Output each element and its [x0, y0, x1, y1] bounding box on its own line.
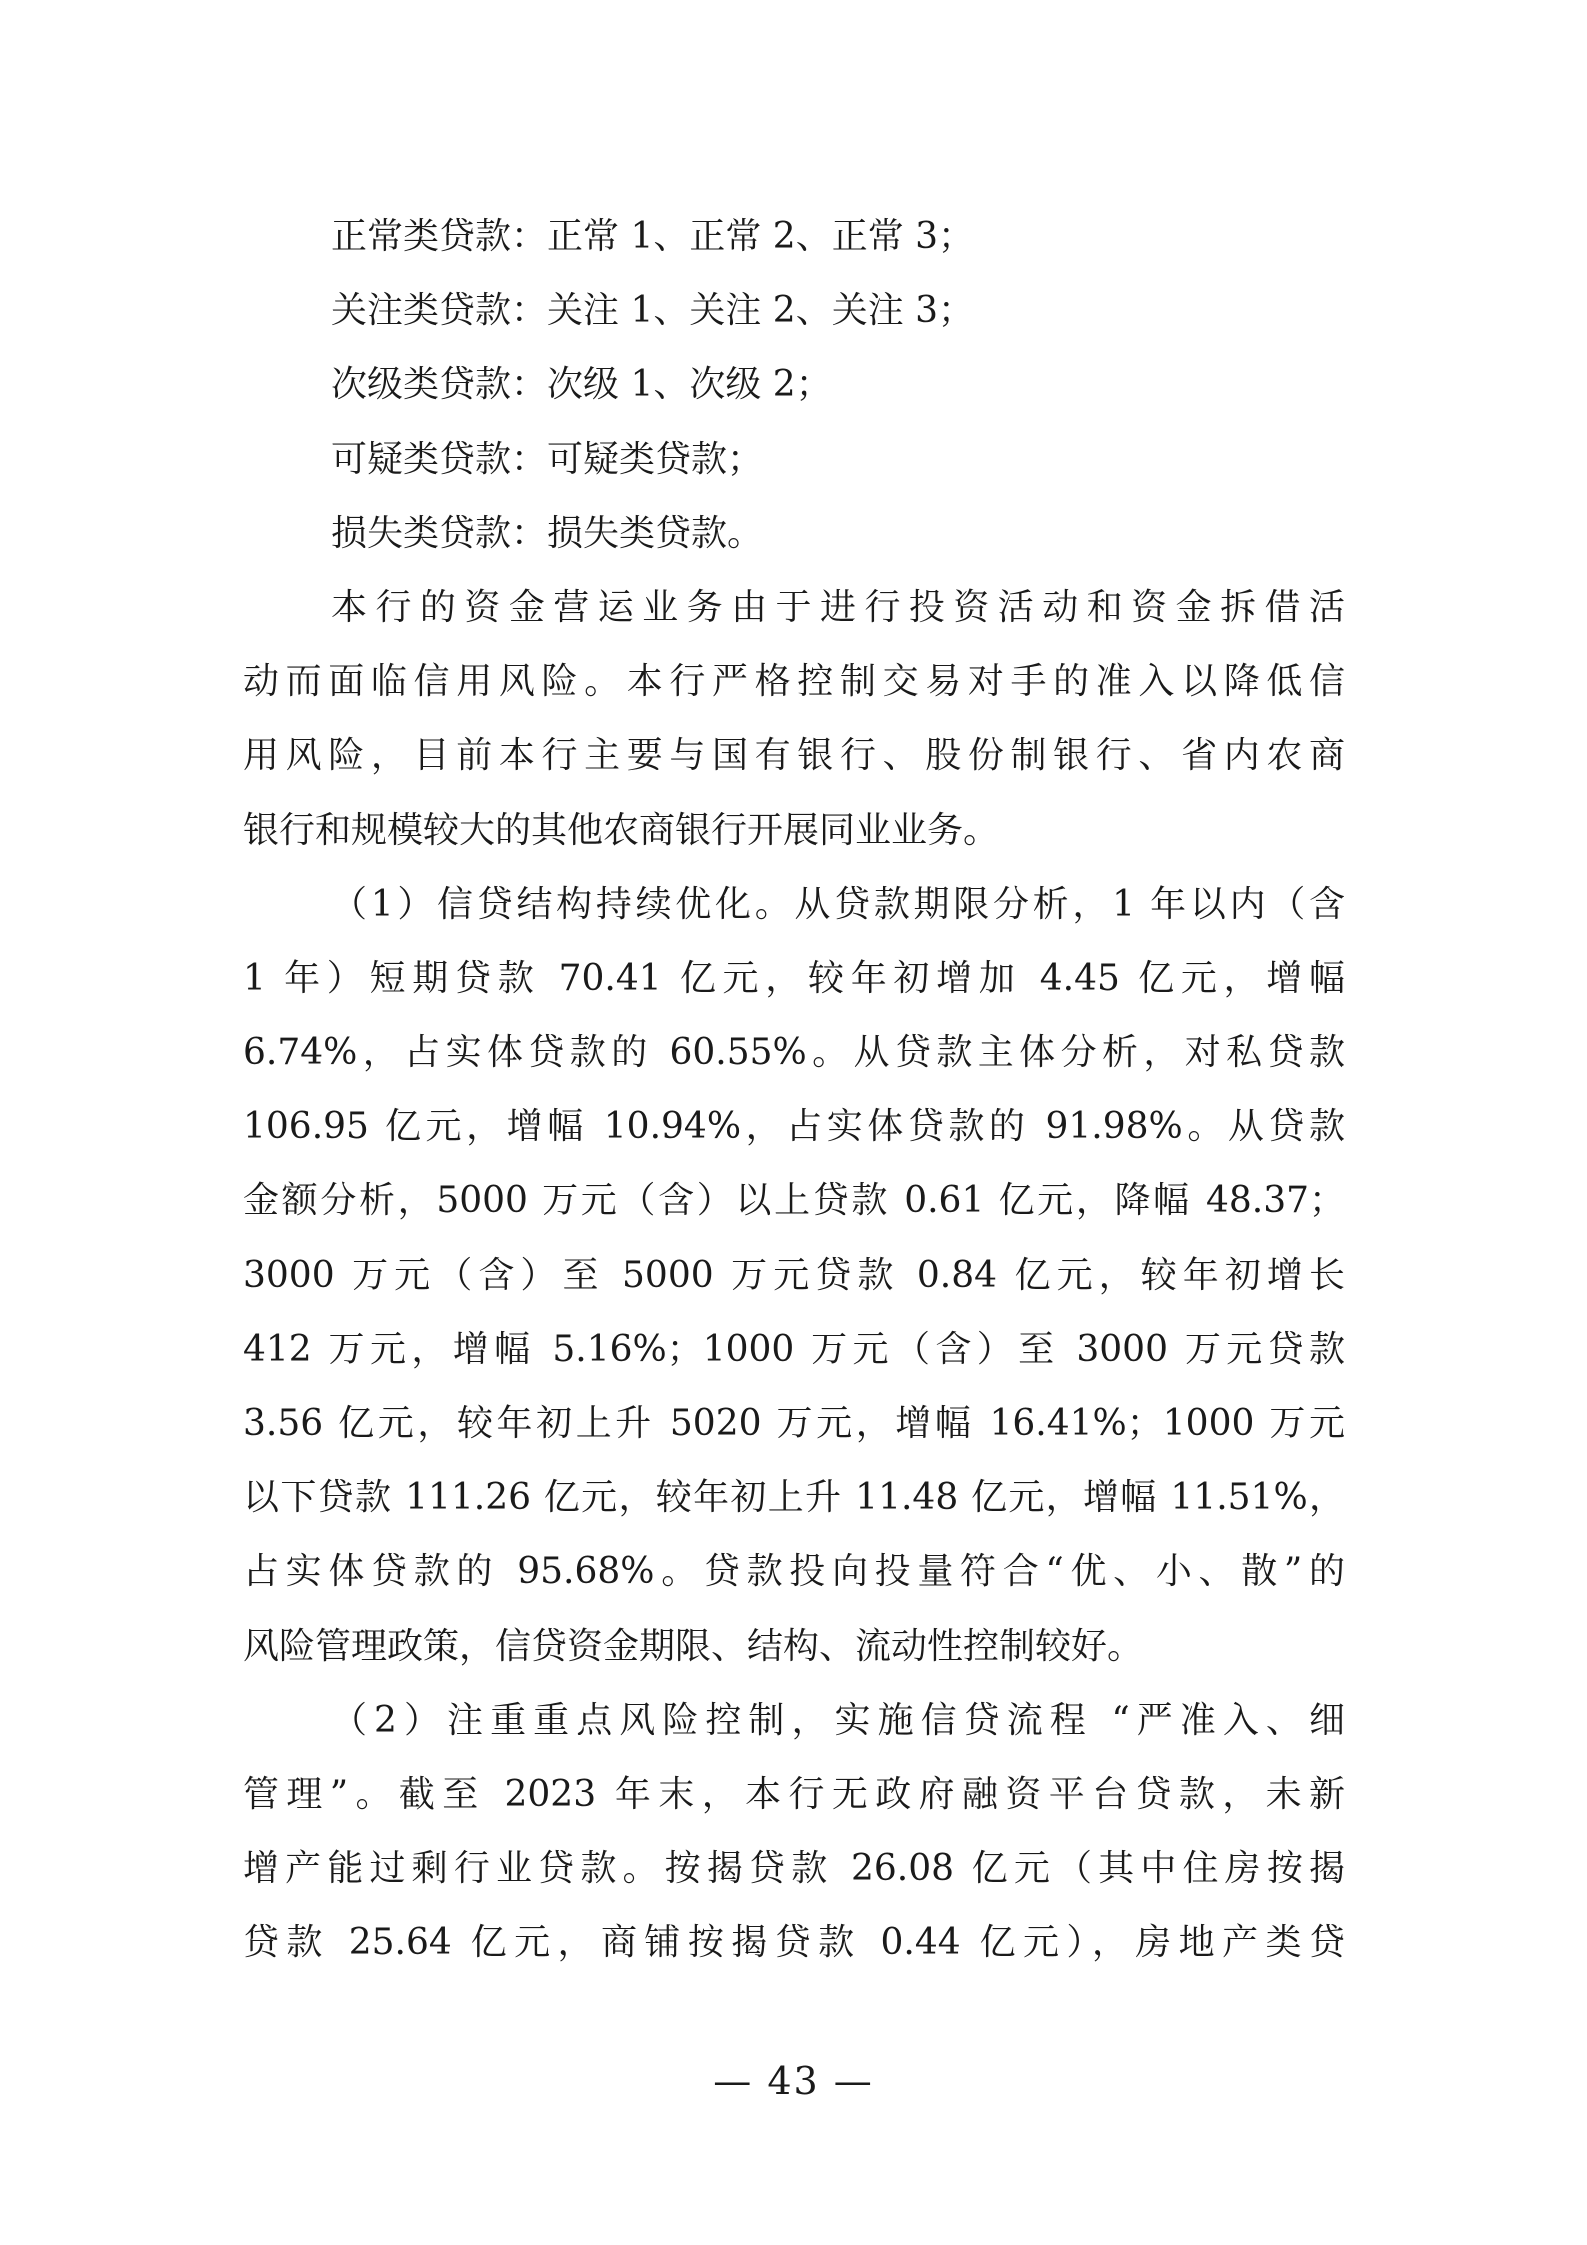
paragraph-line: 贷款 25.64 亿元，商铺按揭贷款 0.44 亿元），房地产类贷: [243, 1922, 1345, 1964]
paragraph-line: 银行和规模较大的其他农商银行开展同业业务。: [243, 809, 1000, 851]
paragraph-line: 用风险，目前本行主要与国有银行、股份制银行、省内农商: [243, 735, 1345, 777]
paragraph-line: 风险管理政策，信贷资金期限、结构、流动性控制较好。: [243, 1625, 1144, 1667]
paragraph-line: 本行的资金营运业务由于进行投资活动和资金拆借活: [331, 586, 1345, 628]
paragraph-treasury-credit-risk: [243, 571, 1345, 868]
paragraph-line: （1）信贷结构持续优化。从贷款期限分析，1 年以内（含: [331, 883, 1345, 925]
paragraph-line: 管理”。截至 2023 年末，本行无政府融资平台贷款，未新: [243, 1773, 1345, 1815]
paragraph-line: 增产能过剩行业贷款。按揭贷款 26.08 亿元（其中住房按揭: [243, 1848, 1345, 1890]
paragraph-line: 以下贷款 111.26 亿元，较年初上升 11.48 亿元，增幅 11.51%，: [243, 1477, 1345, 1519]
list-item: 可疑类贷款：可疑类贷款；: [331, 438, 764, 480]
loan-classification-list: [243, 200, 1345, 571]
list-item: 次级类贷款：次级 1、次级 2；: [331, 364, 832, 406]
paragraph-line: 金额分析，5000 万元（含）以上贷款 0.61 亿元，降幅 48.37；: [243, 1180, 1345, 1222]
page-body: [243, 200, 1345, 1981]
paragraph-credit-structure: [243, 868, 1345, 1684]
list-item: 损失类贷款：损失类贷款。: [331, 512, 764, 554]
paragraph-line: 106.95 亿元，增幅 10.94%，占实体贷款的 91.98%。从贷款: [243, 1106, 1345, 1148]
paragraph-line: 占实体贷款的 95.68%。贷款投向投量符合“优、小、散”的: [243, 1551, 1345, 1593]
paragraph-line: 动而面临信用风险。本行严格控制交易对手的准入以降低信: [243, 661, 1345, 703]
paragraph-key-risk-control: [243, 1684, 1345, 1981]
list-item: 关注类贷款：关注 1、关注 2、关注 3；: [331, 290, 975, 332]
paragraph-line: 3.56 亿元，较年初上升 5020 万元，增幅 16.41%；1000 万元: [243, 1403, 1345, 1444]
list-item: 正常类贷款：正常 1、正常 2、正常 3；: [331, 216, 975, 257]
paragraph-line: 1 年）短期贷款 70.41 亿元，较年初增加 4.45 亿元，增幅: [243, 957, 1345, 999]
paragraph-line: 412 万元，增幅 5.16%；1000 万元（含）至 3000 万元贷款: [243, 1328, 1345, 1370]
page-number: — 43 —: [713, 2059, 874, 2103]
paragraph-line: （2）注重重点风险控制，实施信贷流程 “严准入、细: [331, 1699, 1345, 1741]
paragraph-line: 3000 万元（含）至 5000 万元贷款 0.84 亿元，较年初增长: [243, 1254, 1345, 1296]
paragraph-line: 6.74%，占实体贷款的 60.55%。从贷款主体分析，对私贷款: [243, 1032, 1345, 1074]
